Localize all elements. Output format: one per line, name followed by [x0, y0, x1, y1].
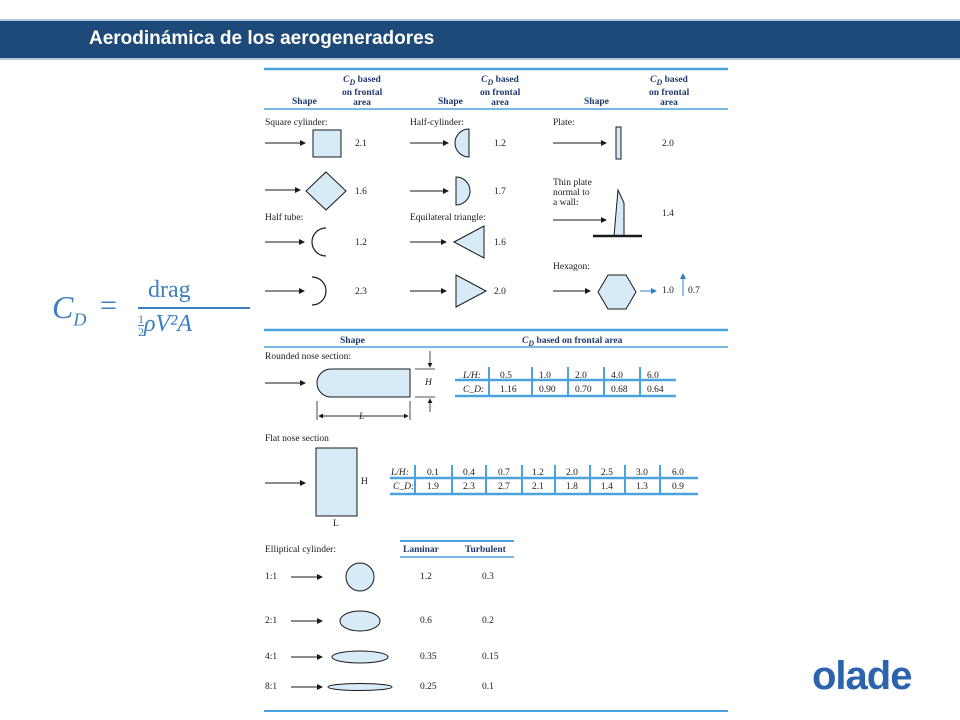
cd-value: 2.0 — [494, 287, 506, 297]
half-tube-shape — [312, 277, 326, 305]
plate-label: Plate: — [553, 118, 575, 128]
turbulent-header: Turbulent — [465, 545, 506, 555]
turbulent-value: 0.1 — [482, 682, 494, 692]
turbulent-value: 0.2 — [482, 616, 494, 626]
formula-equals: = — [100, 289, 117, 322]
t1-cd-header: $C_D$ based on frontal area — [649, 75, 690, 108]
flat-cd-value: 2.3 — [463, 482, 475, 492]
turbulent-value: 0.3 — [482, 572, 494, 582]
laminar-value: 0.6 — [420, 616, 432, 626]
rounded-cd-value: 0.68 — [611, 385, 628, 395]
cd-value: 1.2 — [494, 139, 506, 149]
rounded-cd-value: 0.90 — [539, 385, 556, 395]
diamond-shape — [306, 172, 346, 210]
cd-label: C_D: — [463, 385, 485, 395]
elliptical-label: Elliptical cylinder: — [265, 545, 336, 555]
ellipse-2-1-shape — [340, 611, 380, 631]
formula-lhs: $C_D$ — [52, 289, 87, 330]
rounded-lh-value: 6.0 — [647, 371, 659, 381]
flat-cd-value: 2.7 — [498, 482, 510, 492]
flat-lh-value: 0.4 — [463, 468, 475, 478]
half-tube-label: Half tube: — [265, 213, 304, 223]
laminar-value: 0.25 — [420, 682, 437, 692]
flat-nose-shape — [316, 448, 357, 516]
half-cylinder-shape — [455, 129, 469, 157]
ellipse-8-1-shape — [328, 684, 392, 691]
triangle-shape — [456, 275, 486, 307]
flat-cd-value: 0.9 — [672, 482, 684, 492]
rounded-lh-value: 2.0 — [575, 371, 587, 381]
half-cylinder-label: Half-cylinder: — [410, 118, 464, 128]
rounded-nose-label: Rounded nose section: — [265, 352, 352, 362]
rounded-lh-value: 0.5 — [500, 371, 512, 381]
cd-value: 1.6 — [355, 187, 367, 197]
rounded-cd-value: 1.16 — [500, 385, 517, 395]
rounded-lh-value: 4.0 — [611, 371, 623, 381]
thin-plate-shape — [614, 190, 624, 236]
flat-lh-value: 2.5 — [601, 468, 613, 478]
ellipse-ratio: 1:1 — [265, 572, 278, 582]
cd-value: 1.7 — [494, 187, 506, 197]
equilateral-triangle-label: Equilateral triangle: — [410, 213, 486, 223]
triangle-shape — [454, 226, 484, 258]
t1-shape-header: Shape — [584, 97, 609, 107]
flat-cd-value: 1.8 — [566, 482, 578, 492]
flat-cd-value: 1.9 — [427, 482, 439, 492]
half-cylinder-shape — [456, 177, 470, 205]
ellipse-4-1-shape — [332, 651, 388, 663]
ellipse-ratio: 2:1 — [265, 616, 278, 626]
flat-cd-value: 1.4 — [601, 482, 613, 492]
cd-value: 2.1 — [355, 139, 367, 149]
flat-lh-value: 2.0 — [566, 468, 578, 478]
drag-coefficient-formula — [52, 275, 212, 345]
t1-cd-header: $C_D$ based on frontal area — [480, 75, 521, 108]
t1-shape-header: Shape — [292, 97, 317, 107]
formula-fraction-bar — [138, 307, 250, 309]
square-shape — [313, 130, 341, 157]
plate-shape — [616, 127, 621, 159]
flat-cd-value: 2.1 — [532, 482, 544, 492]
rounded-lh-value: 1.0 — [539, 371, 551, 381]
t2-cd-header: $C_D$ based on frontal area — [522, 336, 623, 348]
flat-lh-value: 1.2 — [532, 468, 544, 478]
turbulent-value: 0.15 — [482, 652, 499, 662]
cd-label: C_D: — [393, 482, 415, 492]
laminar-value: 0.35 — [420, 652, 437, 662]
t2-shape-header: Shape — [340, 336, 365, 346]
rounded-nose-shape — [317, 369, 410, 397]
formula-numerator: drag — [148, 277, 191, 303]
cd-value: 1.0 — [662, 286, 674, 296]
formula-denominator: $\frac{1}{2}\rho V^2A$ — [138, 311, 193, 339]
header-bar — [0, 19, 960, 60]
rounded-cd-value: 0.64 — [647, 385, 664, 395]
laminar-value: 1.2 — [420, 572, 432, 582]
ellipse-1-1-shape — [346, 563, 374, 591]
dimension-l: L — [359, 412, 365, 422]
ellipse-ratio: 4:1 — [265, 652, 278, 662]
laminar-header: Laminar — [403, 545, 439, 555]
cd-value: 2.0 — [662, 139, 674, 149]
thin-plate-label: Thin plate normal to a wall: — [553, 178, 592, 208]
dimension-l: L — [333, 519, 339, 529]
ellipse-ratio: 8:1 — [265, 682, 278, 692]
slide-title: Aerodinámica de los aerogeneradores — [89, 28, 435, 49]
square-cylinder-label: Square cylinder: — [265, 118, 328, 128]
cd-value: 2.3 — [355, 287, 367, 297]
flat-cd-value: 1.3 — [636, 482, 648, 492]
cd-value: 1.4 — [662, 209, 674, 219]
lh-label: L/H: — [391, 468, 409, 478]
hexagon-shape — [598, 275, 636, 309]
cd-value: 0.7 — [688, 286, 700, 296]
cd-value: 1.2 — [355, 238, 367, 248]
hexagon-label: Hexagon: — [553, 262, 590, 272]
t1-cd-header: $C_D$ based on frontal area — [342, 75, 383, 108]
t1-shape-header: Shape — [438, 97, 463, 107]
lh-label: L/H: — [463, 371, 481, 381]
flat-lh-value: 6.0 — [672, 468, 684, 478]
flat-nose-label: Flat nose section — [265, 434, 329, 444]
flat-lh-value: 0.1 — [427, 468, 439, 478]
drag-coefficient-figure — [260, 60, 730, 720]
dimension-h: H — [425, 378, 432, 388]
flat-lh-value: 3.0 — [636, 468, 648, 478]
half-tube-shape — [312, 228, 326, 256]
olade-logo: olade — [812, 654, 912, 698]
dimension-h: H — [361, 477, 368, 487]
flat-lh-value: 0.7 — [498, 468, 510, 478]
rounded-cd-value: 0.70 — [575, 385, 592, 395]
cd-value: 1.6 — [494, 238, 506, 248]
